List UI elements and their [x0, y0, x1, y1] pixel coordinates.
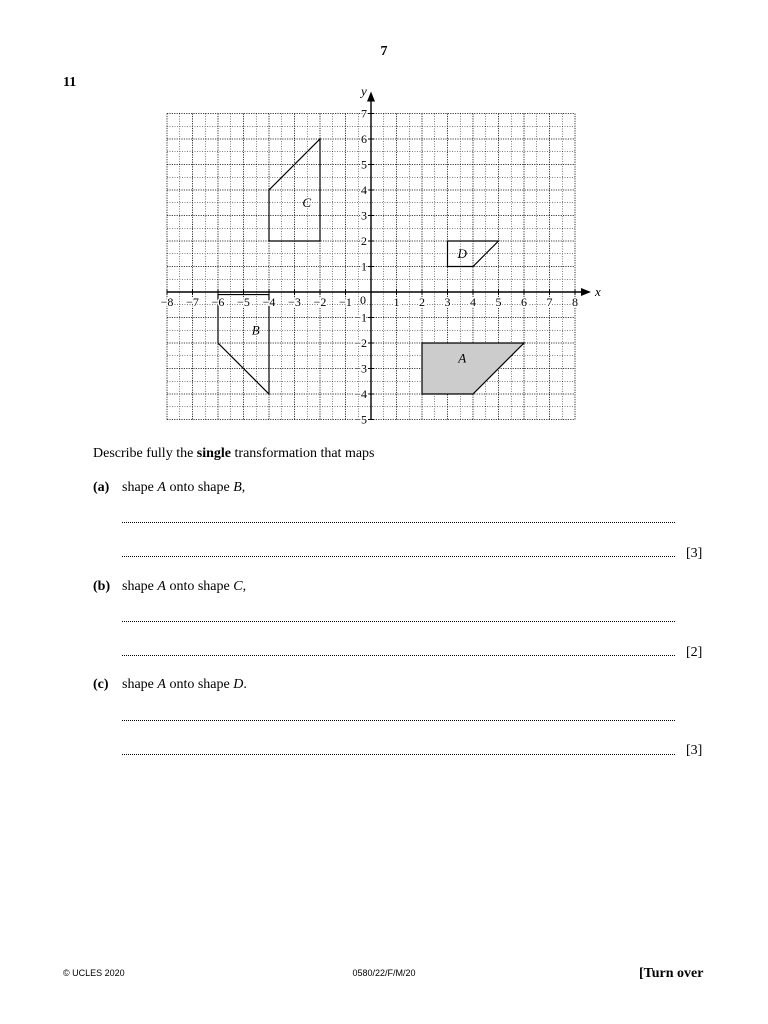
x-tick-label: −7: [186, 295, 199, 309]
answer-line-a2[interactable]: [122, 556, 675, 557]
part-c-label: (c): [93, 677, 109, 692]
x-axis-label: x: [595, 284, 601, 299]
page-number: 7: [380, 44, 388, 59]
intro-text-before: Describe fully the: [93, 446, 197, 461]
part-c-text-mid: onto shape: [165, 677, 234, 692]
x-tick-label: 1: [393, 295, 400, 309]
part-b-label: (b): [93, 579, 111, 594]
x-tick-label: −8: [160, 295, 174, 309]
part-c-text-end: .: [243, 677, 247, 692]
y-tick-label: −3: [354, 361, 367, 376]
part-c-shape-from: A: [157, 677, 166, 692]
footer-copyright: © UCLES 2020: [63, 968, 125, 978]
intro-text-after: transformation that maps: [231, 446, 375, 461]
y-axis-arrow: [367, 92, 375, 102]
part-a-text-before: shape: [122, 480, 158, 495]
x-tick-label: −4: [262, 295, 276, 309]
x-axis-arrow: [581, 288, 591, 296]
part-c-marks: [3]: [686, 743, 703, 758]
answer-line-c2[interactable]: [122, 754, 675, 755]
shape-label-c: C: [302, 194, 312, 210]
part-a-label: (a): [93, 480, 110, 495]
x-tick-label: 7: [546, 295, 553, 309]
part-a-text-mid: onto shape: [165, 480, 234, 495]
x-tick-label: −2: [313, 295, 327, 309]
y-tick-label: 5: [361, 157, 367, 172]
part-b: [93, 579, 246, 595]
question-intro: [93, 446, 375, 462]
x-tick-label: −6: [211, 295, 225, 309]
shape-label-b: B: [251, 322, 260, 338]
origin-label: 0: [360, 293, 366, 307]
y-tick-label: −5: [354, 412, 367, 427]
y-axis-label: y: [361, 83, 367, 99]
part-b-text-mid: onto shape: [165, 579, 234, 594]
x-tick-label: 8: [572, 295, 578, 309]
answer-line-b2[interactable]: [122, 655, 675, 656]
x-tick-label: 3: [444, 295, 451, 309]
y-tick-label: −4: [354, 387, 367, 401]
x-tick-label: 5: [495, 295, 502, 309]
coordinate-grid: [150, 83, 610, 427]
part-c: [93, 677, 247, 693]
footer-turn-over: [Turn over: [639, 966, 704, 981]
y-tick-label: 4: [361, 183, 367, 197]
part-a: [93, 480, 245, 496]
answer-line-a1[interactable]: [122, 522, 675, 523]
part-b-shape-from: A: [157, 579, 166, 594]
answer-line-b1[interactable]: [122, 621, 675, 622]
y-tick-label: 6: [361, 132, 367, 146]
x-tick-label: −5: [237, 295, 250, 309]
x-tick-label: −3: [288, 295, 301, 309]
y-tick-label: 7: [361, 106, 367, 121]
footer-paper-code: 0580/22/F/M/20: [352, 968, 416, 978]
x-tick-label: −1: [339, 295, 352, 309]
part-b-shape-to: C: [233, 579, 243, 594]
part-a-text-end: ,: [241, 480, 246, 495]
part-a-shape-to: B: [233, 480, 242, 495]
part-b-text-before: shape: [122, 579, 158, 594]
intro-bold-word: single: [196, 446, 232, 461]
question-number: 11: [63, 75, 77, 90]
y-tick-label: −1: [354, 310, 367, 325]
y-tick-label: 3: [361, 208, 367, 223]
x-tick-label: 4: [470, 295, 476, 309]
part-b-text-end: ,: [242, 579, 247, 594]
shape-label-a: A: [458, 350, 467, 366]
y-tick-label: −2: [354, 336, 367, 350]
x-tick-label: 6: [521, 295, 527, 309]
part-b-marks: [2]: [686, 645, 703, 660]
part-c-text-before: shape: [122, 677, 158, 692]
part-a-marks: [3]: [686, 546, 703, 561]
y-tick-label: 2: [361, 234, 367, 248]
y-tick-label: 1: [361, 259, 367, 274]
part-a-shape-from: A: [157, 480, 166, 495]
answer-line-c1[interactable]: [122, 720, 675, 721]
shape-label-d: D: [457, 245, 467, 261]
part-c-shape-to: D: [233, 677, 244, 692]
x-tick-label: 2: [419, 295, 425, 309]
